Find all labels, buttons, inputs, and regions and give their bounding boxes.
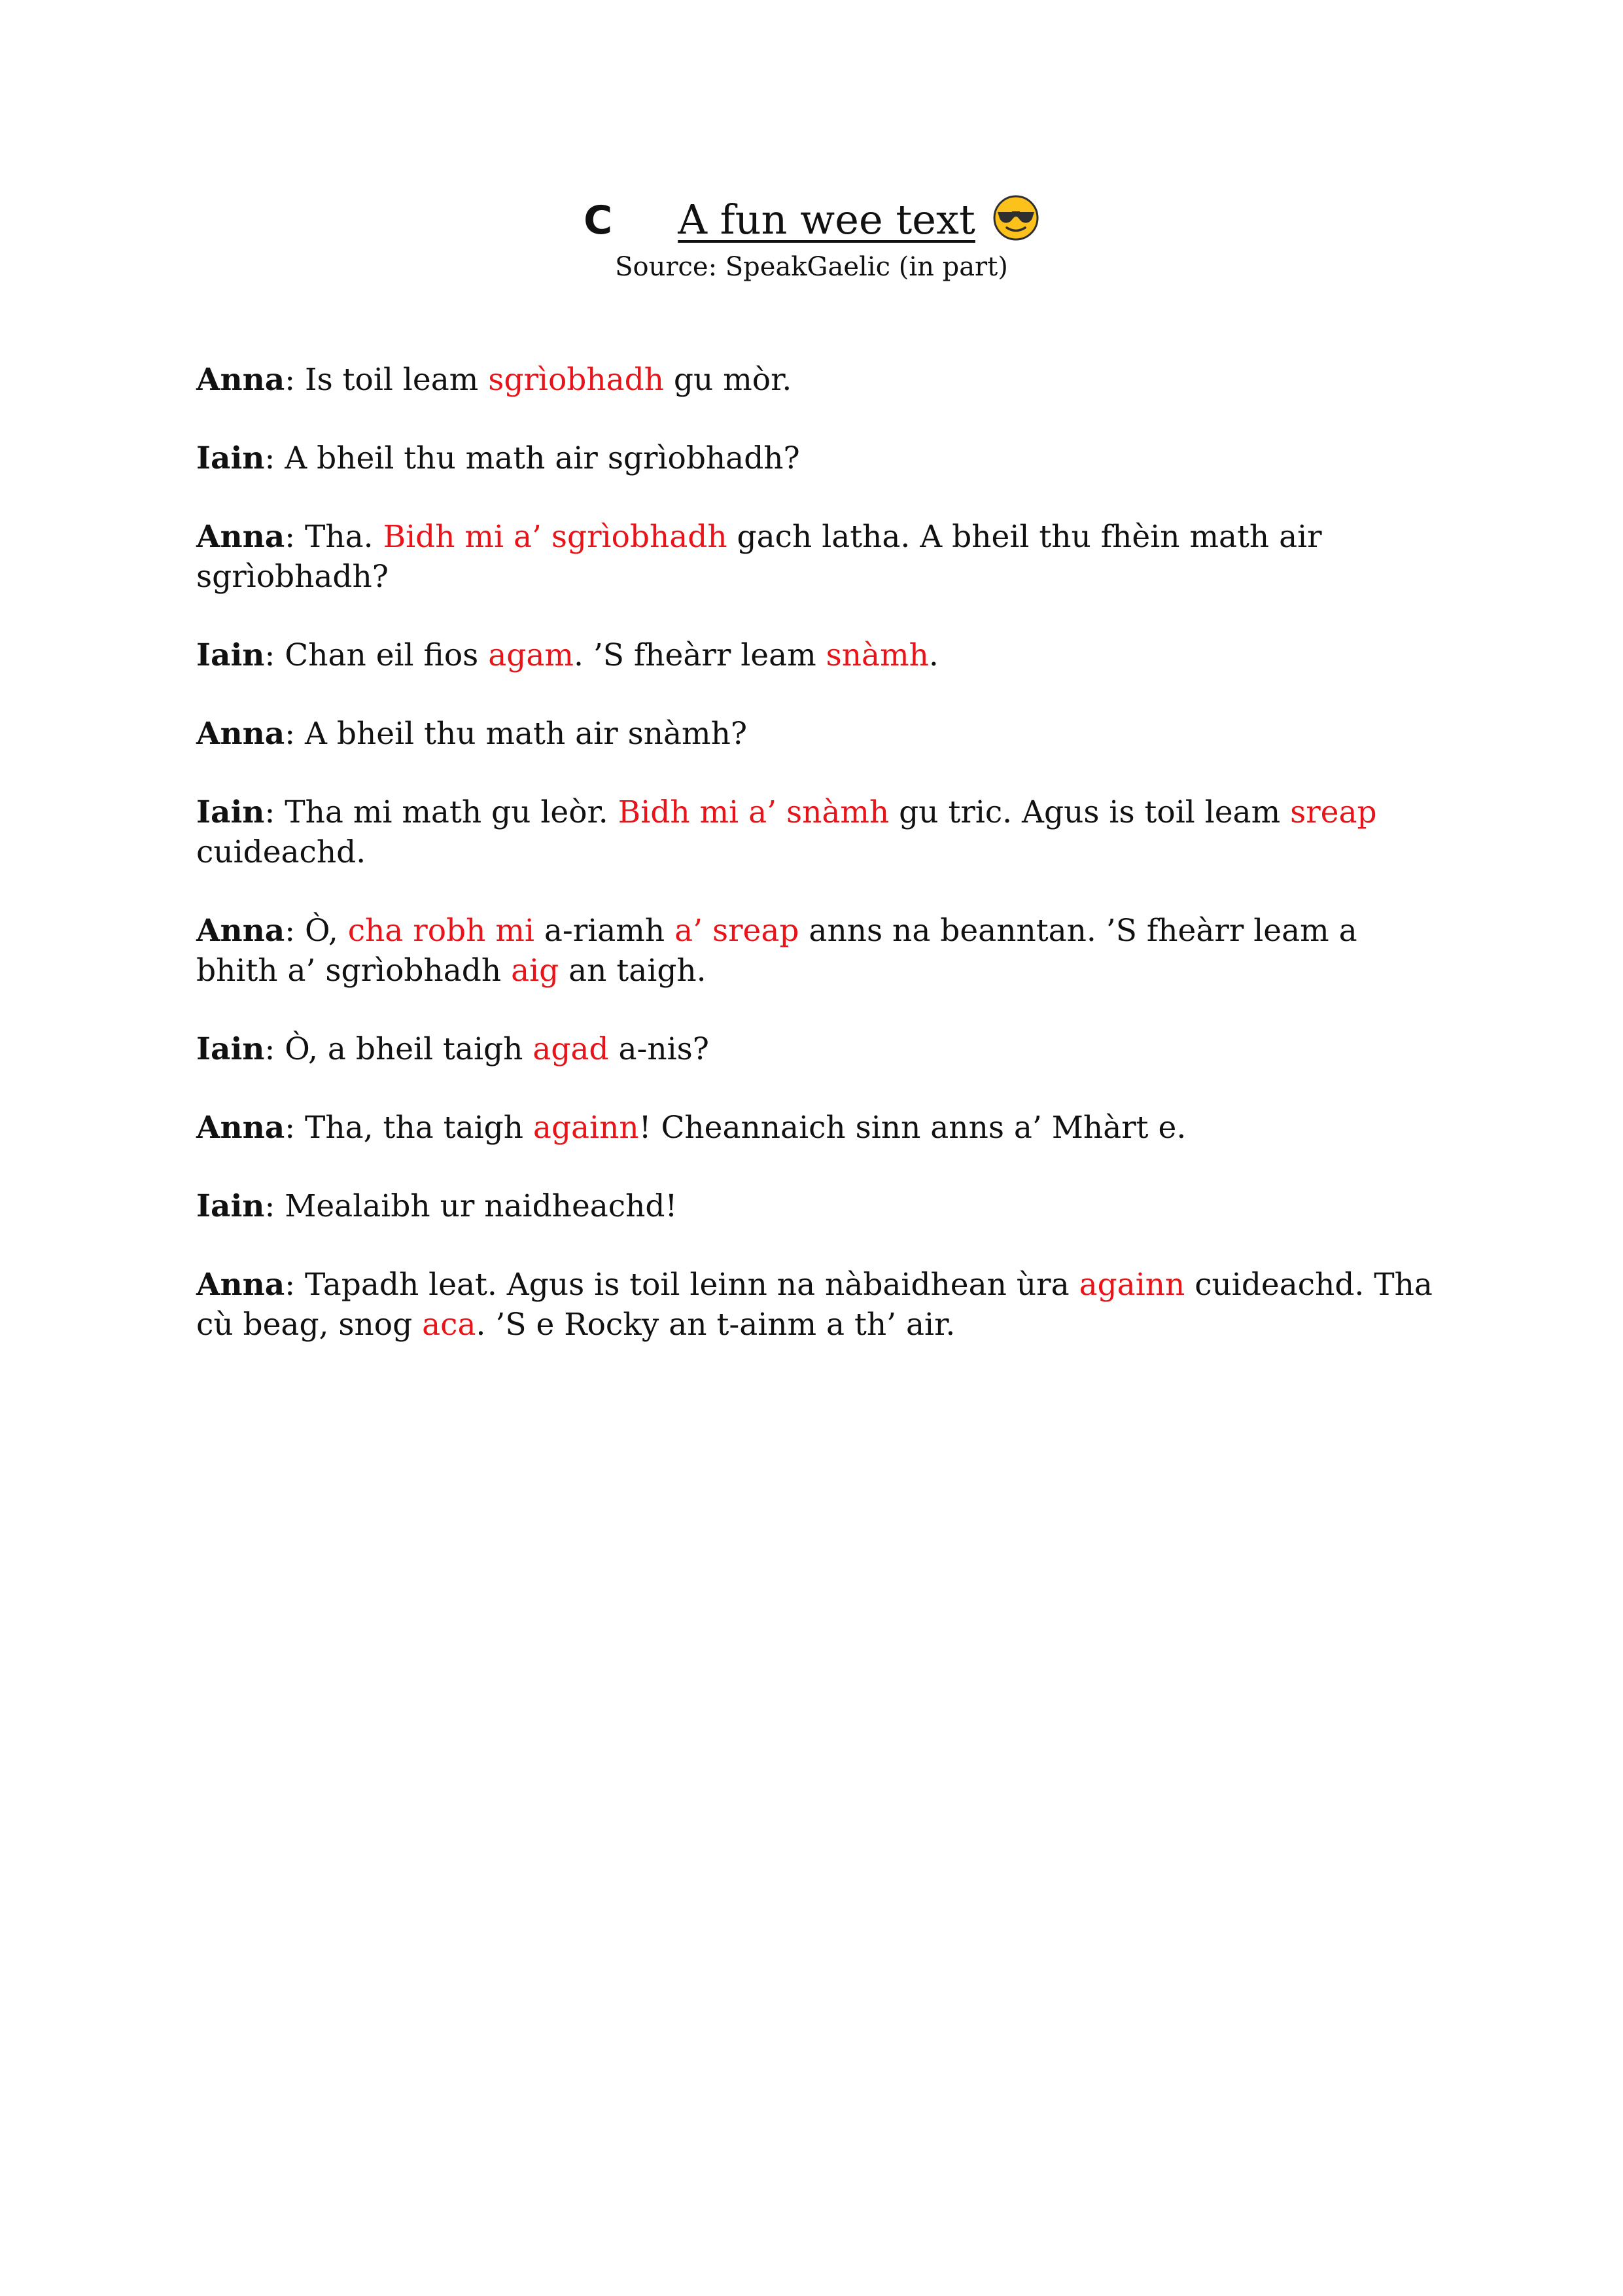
highlighted-phrase: cha robh mi bbox=[347, 913, 534, 949]
line-text: gach latha. A bheil thu fhèin math air sgrìobhadh? bbox=[196, 519, 1322, 595]
speaker-name: Anna bbox=[196, 913, 285, 949]
highlighted-phrase: aca bbox=[422, 1307, 476, 1343]
speaker-name: Anna bbox=[196, 716, 285, 752]
highlighted-phrase: sgrìobhadh bbox=[488, 362, 664, 398]
dialogue-line-9 bbox=[196, 1108, 1439, 1148]
speaker-name: Iain bbox=[196, 637, 265, 673]
highlighted-phrase: againn bbox=[532, 1110, 639, 1146]
highlighted-phrase: agad bbox=[532, 1031, 609, 1067]
line-text: : Tapadh leat. Agus is toil leinn na nàbaidhean ùra bbox=[285, 1267, 1079, 1303]
line-text: : Tha. bbox=[285, 519, 383, 555]
highlighted-phrase: Bidh mi a’ snàmh bbox=[618, 794, 890, 830]
dialogue-line-8 bbox=[196, 1029, 1439, 1069]
highlighted-phrase: sreap bbox=[1290, 794, 1377, 830]
line-text: cuideachd. Tha cù beag, snog bbox=[196, 1267, 1433, 1343]
speaker-name: Anna bbox=[196, 1110, 285, 1146]
line-text: gu mòr. bbox=[663, 362, 792, 398]
dialogue-line-11 bbox=[196, 1265, 1439, 1345]
line-text: : Tha, tha taigh bbox=[285, 1110, 533, 1146]
speaker-name: Anna bbox=[196, 362, 285, 398]
line-text: : A bheil thu math air sgrìobhadh? bbox=[264, 440, 800, 476]
line-text: : Ò, bbox=[285, 913, 348, 949]
highlighted-phrase: againn bbox=[1079, 1267, 1185, 1303]
speaker-name: Anna bbox=[196, 1267, 285, 1303]
dialogue bbox=[196, 360, 1439, 1383]
dialogue-line-2 bbox=[196, 438, 1439, 478]
dialogue-line-3 bbox=[196, 517, 1439, 597]
line-text: . ’S fheàrr leam bbox=[573, 637, 826, 673]
line-text: : Mealaibh ur naidheachd! bbox=[264, 1188, 678, 1224]
line-text: ! Cheannaich sinn anns a’ Mhàrt e. bbox=[638, 1110, 1187, 1146]
dialogue-line-7 bbox=[196, 911, 1439, 991]
line-text: : Tha mi math gu leòr. bbox=[264, 794, 618, 830]
dialogue-line-4 bbox=[196, 635, 1439, 675]
line-text: an taigh. bbox=[559, 953, 707, 989]
line-text: : Is toil leam bbox=[285, 362, 489, 398]
speaker-name: Iain bbox=[196, 440, 265, 476]
speaker-name: Iain bbox=[196, 1188, 265, 1224]
speaker-name: Iain bbox=[196, 794, 265, 830]
line-text: gu tric. Agus is toil leam bbox=[889, 794, 1291, 830]
line-text: : Chan eil fios bbox=[264, 637, 489, 673]
highlighted-phrase: a’ sreap bbox=[674, 913, 799, 949]
speaker-name: Anna bbox=[196, 519, 285, 555]
dialogue-line-10 bbox=[196, 1186, 1439, 1226]
section-letter: C bbox=[584, 198, 613, 243]
line-text: a-nis? bbox=[608, 1031, 709, 1067]
dialogue-line-5 bbox=[196, 714, 1439, 754]
highlighted-phrase: snàmh bbox=[826, 637, 929, 673]
smiling-face-with-sunglasses-icon bbox=[992, 194, 1039, 241]
page-title: A fun wee text bbox=[678, 196, 975, 243]
source-line: Source: SpeakGaelic (in part) bbox=[615, 252, 1008, 282]
line-text: . bbox=[928, 637, 939, 673]
highlighted-phrase: aig bbox=[511, 953, 559, 989]
line-text: anns na beanntan. ’S fheàrr leam a bhith a’ sgrìobhadh bbox=[196, 913, 1357, 989]
line-text: cuideachd. bbox=[196, 834, 366, 870]
line-text: : A bheil thu math air snàmh? bbox=[285, 716, 748, 752]
highlighted-phrase: Bidh mi a’ sgrìobhadh bbox=[383, 519, 727, 555]
title-row bbox=[0, 194, 1623, 247]
dialogue-line-6 bbox=[196, 792, 1439, 872]
dialogue-line-1 bbox=[196, 360, 1439, 400]
highlighted-phrase: agam bbox=[488, 637, 574, 673]
line-text: : Ò, a bheil taigh bbox=[264, 1031, 533, 1067]
line-text: . ’S e Rocky an t-ainm a th’ air. bbox=[476, 1307, 956, 1343]
line-text: a-riamh bbox=[534, 913, 675, 949]
speaker-name: Iain bbox=[196, 1031, 265, 1067]
